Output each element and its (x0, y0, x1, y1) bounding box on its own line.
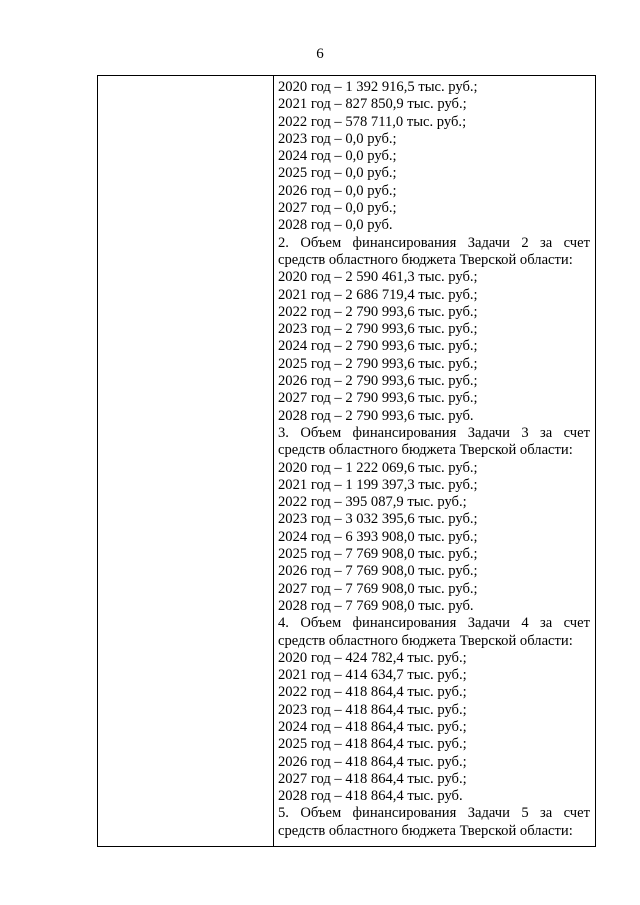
financing-table (97, 75, 596, 847)
funding-line: 2020 год – 2 590 461,3 тыс. руб.; (278, 269, 478, 286)
funding-line: 2028 год – 0,0 руб. (278, 217, 393, 234)
funding-line: 2023 год – 2 790 993,6 тыс. руб.; (278, 321, 478, 338)
funding-line: 2022 год – 2 790 993,6 тыс. руб.; (278, 303, 478, 320)
funding-line: 2028 год – 2 790 993,6 тыс. руб. (278, 407, 474, 424)
funding-line: 2026 год – 418 864,4 тыс. руб.; (278, 753, 467, 770)
funding-line: 2020 год – 1 222 069,6 тыс. руб.; (278, 459, 478, 476)
funding-line: 2026 год – 7 769 908,0 тыс. руб.; (278, 563, 478, 580)
funding-line: средств областного бюджета Тверской области: (278, 822, 573, 839)
funding-line: средств областного бюджета Тверской области: (278, 251, 573, 268)
column-divider (273, 76, 274, 846)
funding-line: средств областного бюджета Тверской области: (278, 632, 573, 649)
funding-line: 2024 год – 6 393 908,0 тыс. руб.; (278, 528, 478, 545)
funding-line: 2028 год – 7 769 908,0 тыс. руб. (278, 597, 474, 614)
funding-line: 2023 год – 3 032 395,6 тыс. руб.; (278, 511, 478, 528)
funding-heading-line: 2. Объем финансирования Задачи 2 за счет (278, 234, 590, 251)
funding-line: 2028 год – 418 864,4 тыс. руб. (278, 788, 463, 805)
funding-heading-line: 4. Объем финансирования Задачи 4 за счет (278, 615, 590, 632)
funding-line: 2027 год – 7 769 908,0 тыс. руб.; (278, 580, 478, 597)
funding-line: 2024 год – 2 790 993,6 тыс. руб.; (278, 338, 478, 355)
funding-line: средств областного бюджета Тверской области: (278, 442, 573, 459)
funding-line: 2021 год – 414 634,7 тыс. руб.; (278, 667, 467, 684)
funding-line: 2022 год – 578 711,0 тыс. руб.; (278, 113, 467, 130)
funding-line: 2025 год – 7 769 908,0 тыс. руб.; (278, 546, 478, 563)
funding-line: 2026 год – 0,0 руб.; (278, 182, 397, 199)
table-cell-financing-text (278, 79, 590, 840)
funding-line: 2023 год – 0,0 руб.; (278, 130, 397, 147)
funding-heading-line: 3. Объем финансирования Задачи 3 за счет (278, 424, 590, 441)
funding-line: 2023 год – 418 864,4 тыс. руб.; (278, 701, 467, 718)
funding-line: 2027 год – 2 790 993,6 тыс. руб.; (278, 390, 478, 407)
funding-heading-line: 5. Объем финансирования Задачи 5 за счет (278, 805, 590, 822)
funding-line: 2022 год – 418 864,4 тыс. руб.; (278, 684, 467, 701)
funding-line: 2025 год – 0,0 руб.; (278, 165, 397, 182)
funding-line: 2027 год – 418 864,4 тыс. руб.; (278, 770, 467, 787)
funding-line: 2027 год – 0,0 руб.; (278, 200, 397, 217)
funding-line: 2022 год – 395 087,9 тыс. руб.; (278, 494, 467, 511)
funding-line: 2024 год – 0,0 руб.; (278, 148, 397, 165)
funding-line: 2021 год – 2 686 719,4 тыс. руб.; (278, 286, 478, 303)
page-number: 6 (316, 46, 324, 62)
funding-line: 2025 год – 418 864,4 тыс. руб.; (278, 736, 467, 753)
funding-line: 2020 год – 1 392 916,5 тыс. руб.; (278, 79, 478, 95)
funding-line: 2026 год – 2 790 993,6 тыс. руб.; (278, 373, 478, 390)
funding-line: 2021 год – 827 850,9 тыс. руб.; (278, 96, 467, 113)
funding-line: 2021 год – 1 199 397,3 тыс. руб.; (278, 476, 478, 493)
funding-line: 2024 год – 418 864,4 тыс. руб.; (278, 718, 467, 735)
funding-line: 2020 год – 424 782,4 тыс. руб.; (278, 649, 467, 666)
funding-line: 2025 год – 2 790 993,6 тыс. руб.; (278, 355, 478, 372)
